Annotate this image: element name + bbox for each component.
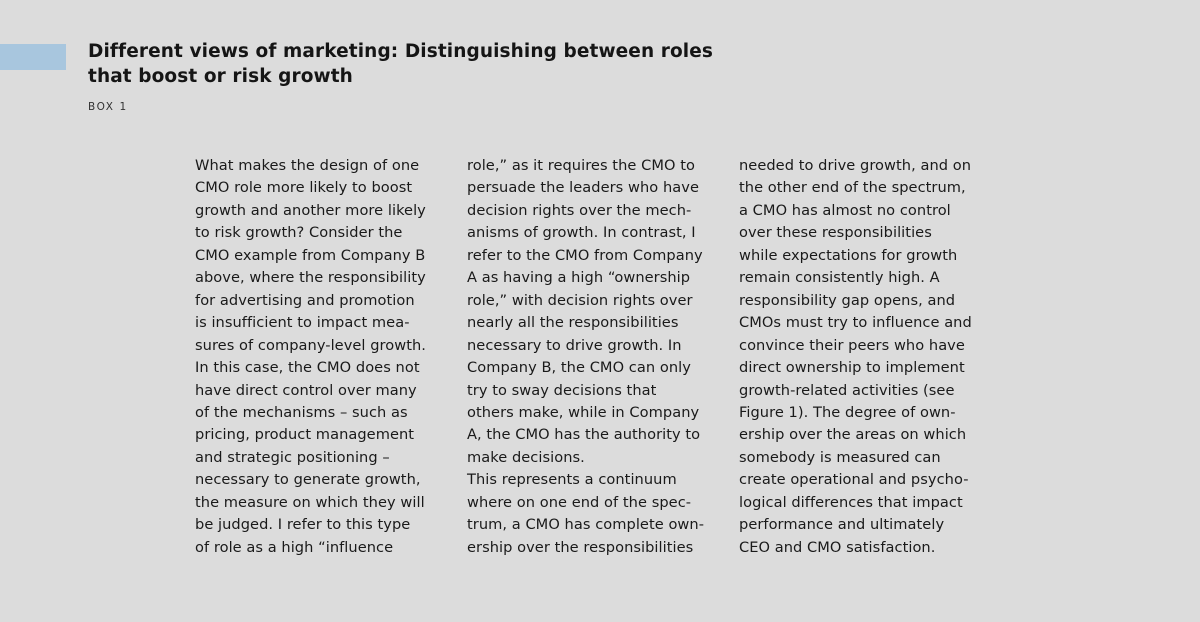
- text-line: necessary to drive growth. In: [467, 336, 682, 354]
- text-line: refer to the CMO from Company: [467, 246, 703, 264]
- text-line: somebody is measured can: [739, 448, 941, 466]
- text-column-3: [739, 155, 987, 559]
- paragraph-column-2: [467, 155, 715, 559]
- text-line: is insufficient to impact mea-: [195, 314, 410, 332]
- text-line: the measure on which they will: [195, 493, 425, 511]
- text-line: In this case, the CMO does not: [195, 359, 420, 377]
- text-line: trum, a CMO has complete own-: [467, 516, 705, 534]
- text-line: sures of company-level growth.: [195, 336, 426, 354]
- box-label: BOX 1: [88, 101, 128, 114]
- text-line: try to sway decisions that: [467, 381, 657, 399]
- text-line: direct ownership to implement: [739, 359, 965, 377]
- text-line: and strategic positioning –: [195, 448, 390, 466]
- box-header: [88, 40, 788, 113]
- text-line: responsibility gap opens, and: [739, 291, 956, 309]
- text-line: remain consistently high. A: [739, 269, 940, 287]
- text-line: performance and ultimately: [739, 516, 945, 534]
- text-line: over these responsibilities: [739, 224, 932, 242]
- text-line: This represents a continuum: [467, 471, 677, 489]
- text-column-1: [195, 155, 443, 559]
- text-line: a CMO has almost no control: [739, 201, 951, 219]
- text-line: the other end of the spectrum,: [739, 179, 966, 197]
- text-line: CMO role more likely to boost: [195, 179, 413, 197]
- text-line: nearly all the responsibilities: [467, 314, 679, 332]
- text-line: of role as a high “influence: [195, 538, 394, 556]
- text-line: What makes the design of one: [195, 157, 420, 174]
- text-line: above, where the responsibility: [195, 269, 426, 287]
- text-line: role,” as it requires the CMO to: [467, 157, 695, 174]
- text-line: Figure 1). The degree of own-: [739, 403, 956, 421]
- accent-bar: [0, 44, 66, 70]
- text-line: Company B, the CMO can only: [467, 359, 691, 377]
- text-line: CMOs must try to influence and: [739, 314, 972, 332]
- text-line: persuade the leaders who have: [467, 179, 699, 197]
- text-line: of the mechanisms – such as: [195, 403, 408, 421]
- text-line: where on one end of the spec-: [467, 493, 692, 511]
- text-line: logical differences that impact: [739, 493, 963, 511]
- text-line: be judged. I refer to this type: [195, 516, 411, 534]
- text-line: role,” with decision rights over: [467, 291, 693, 309]
- text-line: needed to drive growth, and on: [739, 157, 972, 174]
- text-line: A, the CMO has the authority to: [467, 426, 701, 444]
- text-line: while expectations for growth: [739, 246, 958, 264]
- text-line: A as having a high “ownership: [467, 269, 691, 287]
- text-line: CMO example from Company B: [195, 246, 426, 264]
- text-line: CEO and CMO satisfaction.: [739, 538, 936, 556]
- text-line: make decisions.: [467, 448, 585, 466]
- text-line: to risk growth? Consider the: [195, 224, 403, 242]
- text-line: others make, while in Company: [467, 403, 700, 421]
- text-line: necessary to generate growth,: [195, 471, 421, 489]
- text-line: decision rights over the mech-: [467, 201, 692, 219]
- text-line: create operational and psycho-: [739, 471, 969, 489]
- text-line: growth and another more likely: [195, 201, 426, 219]
- body-columns: [195, 155, 995, 559]
- text-line: pricing, product management: [195, 426, 415, 444]
- text-line: for advertising and promotion: [195, 291, 415, 309]
- text-line: ership over the areas on which: [739, 426, 967, 444]
- page-title-line-1: Different views of marketing: Distinguishing between roles: [88, 41, 713, 62]
- page-title-line-2: that boost or risk growth: [88, 65, 353, 87]
- text-line: ership over the responsibilities: [467, 538, 694, 556]
- text-line: convince their peers who have: [739, 336, 965, 354]
- text-line: anisms of growth. In contrast, I: [467, 224, 696, 242]
- text-line: have direct control over many: [195, 381, 417, 399]
- page-title: [88, 40, 788, 89]
- text-line: growth-related activities (see: [739, 381, 955, 399]
- paragraph-column-1: [195, 155, 443, 559]
- paragraph-column-3: [739, 155, 987, 559]
- text-column-2: [467, 155, 715, 559]
